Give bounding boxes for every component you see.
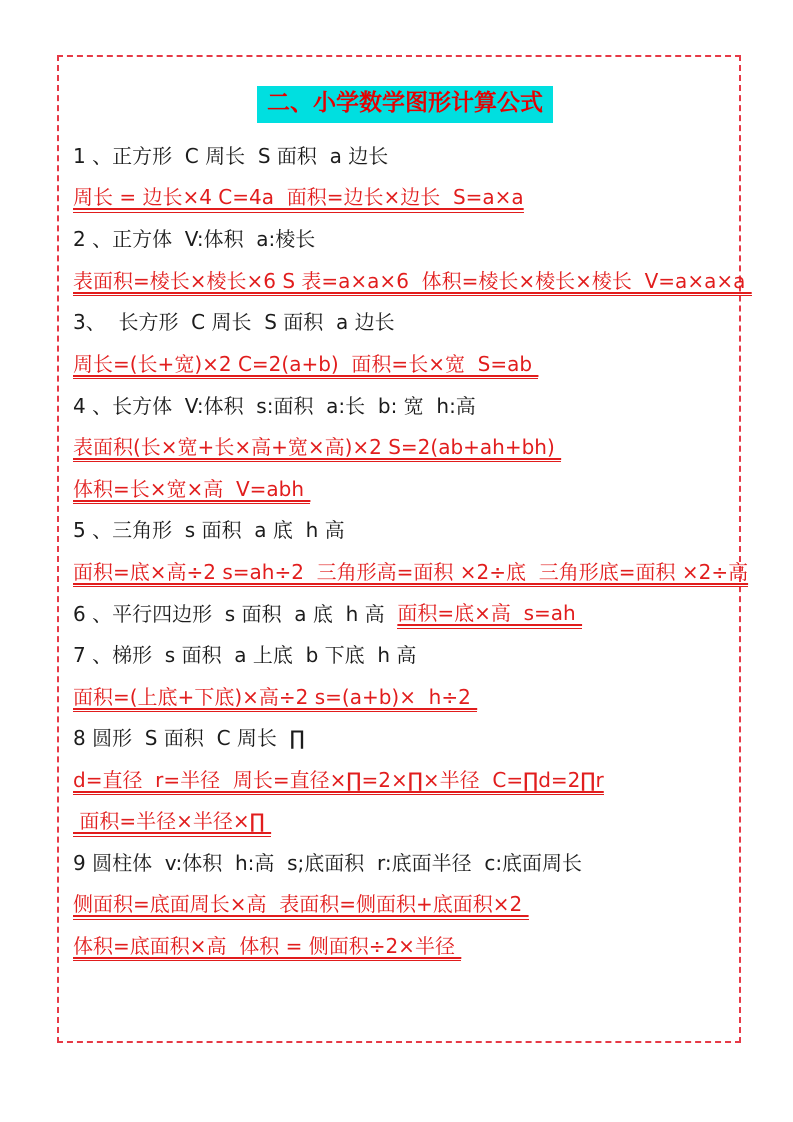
item-label: 8 圆形 S 面积 C 周长 ∏ bbox=[73, 726, 305, 751]
formula-line bbox=[73, 843, 737, 885]
formula-line bbox=[73, 219, 737, 261]
formula-text: 体积=底面积×高 体积 = 侧面积÷2×半径 bbox=[73, 934, 461, 961]
document-content bbox=[73, 86, 752, 968]
item-label: 7 、梯形 s 面积 a 上底 b 下底 h 高 bbox=[73, 643, 417, 668]
formula-text: d=直径 r=半径 周长=直径×∏=2×∏×半径 C=∏d=2∏r bbox=[73, 768, 604, 795]
formula-line bbox=[73, 677, 737, 719]
item-label: 5 、三角形 s 面积 a 底 h 高 bbox=[73, 518, 345, 543]
formula-text: 面积=半径×半径×∏ bbox=[73, 809, 271, 836]
formula-line bbox=[73, 386, 737, 428]
formula-line bbox=[73, 261, 752, 303]
formula-text: 面积=底×高 s=ah bbox=[397, 601, 582, 628]
formula-text: 表面积=棱长×棱长×6 S 表=a×a×6 体积=棱长×棱长×棱长 V=a×a×a bbox=[73, 269, 752, 296]
page-title: 二、小学数学图形计算公式 bbox=[257, 86, 553, 123]
formula-text: 体积=长×宽×高 V=abh bbox=[73, 477, 310, 504]
formula-line bbox=[73, 302, 737, 344]
formula-line bbox=[73, 802, 737, 844]
formula-line bbox=[73, 760, 737, 802]
formula-line bbox=[73, 469, 737, 511]
formula-text: 表面积(长×宽+长×高+宽×高)×2 S=2(ab+ah+bh) bbox=[73, 435, 561, 462]
formula-text: 面积=底×高÷2 s=ah÷2 三角形高=面积 ×2÷底 三角形底=面积 ×2÷高 bbox=[73, 560, 748, 587]
formula-line bbox=[73, 552, 749, 594]
formula-list bbox=[73, 136, 752, 968]
formula-line bbox=[73, 510, 737, 552]
formula-line bbox=[73, 136, 737, 178]
formula-line bbox=[73, 344, 737, 386]
item-label: 9 圆柱体 v:体积 h:高 s;底面积 r:底面半径 c:底面周长 bbox=[73, 851, 583, 876]
item-label: 1 、正方形 C 周长 S 面积 a 边长 bbox=[73, 144, 389, 168]
formula-text: 周长 = 边长×4 C=4a 面积=边长×边长 S=a×a bbox=[73, 185, 524, 212]
formula-line bbox=[73, 926, 737, 968]
formula-line bbox=[73, 427, 737, 469]
formula-text: 侧面积=底面周长×高 表面积=侧面积+底面积×2 bbox=[73, 892, 529, 919]
formula-line bbox=[73, 594, 737, 636]
item-label: 2 、正方体 V:体积 a:棱长 bbox=[73, 227, 316, 252]
item-label: 4 、长方体 V:体积 s:面积 a:长 b: 宽 h:高 bbox=[73, 393, 476, 418]
formula-line bbox=[73, 635, 737, 677]
formula-text: 周长=(长+宽)×2 C=2(a+b) 面积=长×宽 S=ab bbox=[73, 352, 538, 379]
formula-line bbox=[73, 178, 737, 220]
formula-text: 面积=(上底+下底)×高÷2 s=(a+b)× h÷2 bbox=[73, 685, 477, 712]
item-label: 3、 长方形 C 周长 S 面积 a 边长 bbox=[73, 310, 395, 335]
title-row bbox=[73, 86, 737, 136]
item-label: 6 、平行四边形 s 面积 a 底 h 高 bbox=[73, 601, 398, 626]
formula-line bbox=[73, 885, 737, 927]
formula-line bbox=[73, 718, 737, 760]
